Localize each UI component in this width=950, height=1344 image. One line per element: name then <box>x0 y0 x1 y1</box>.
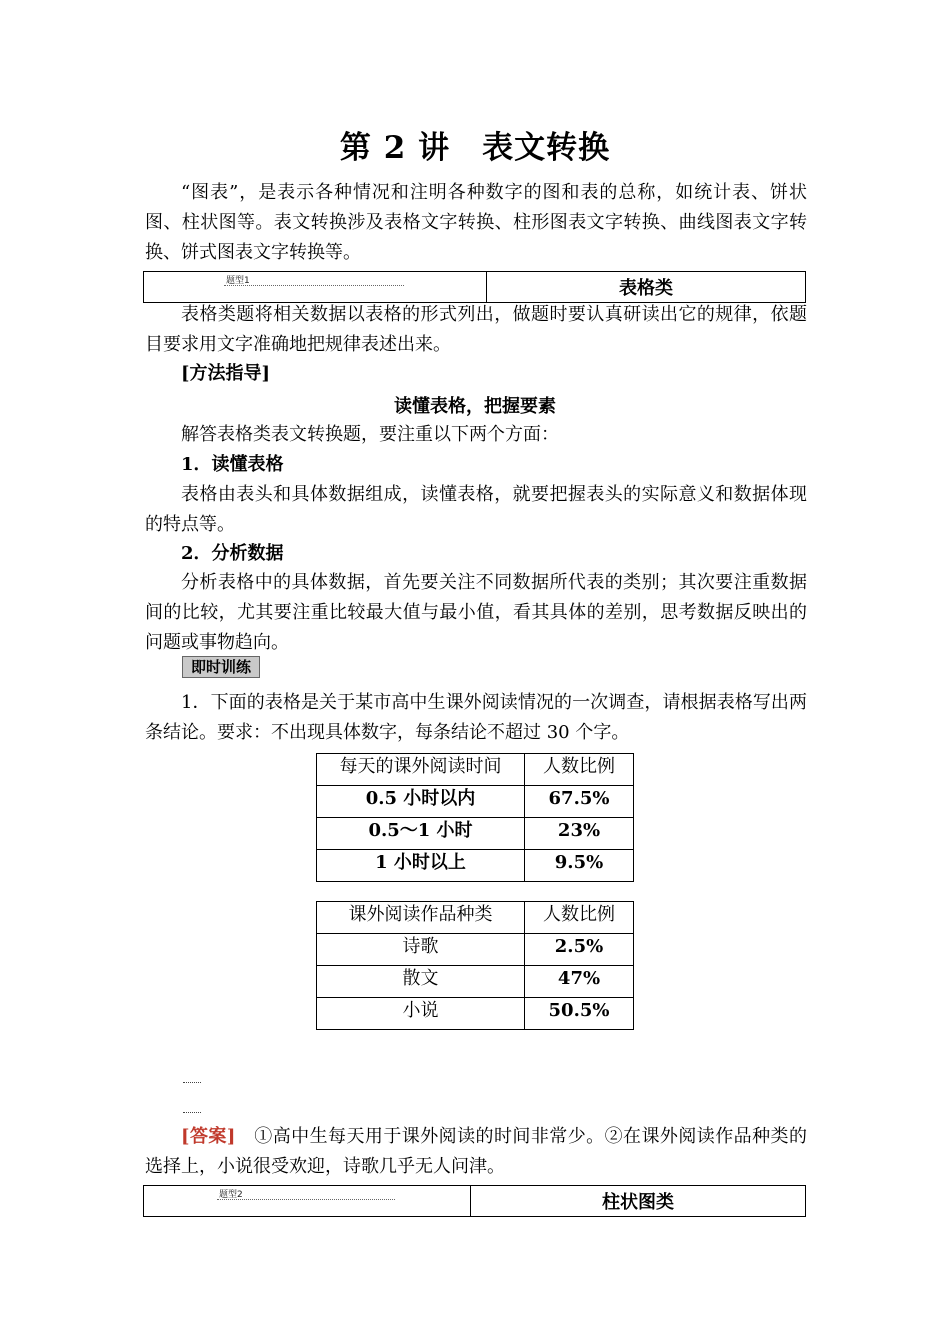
intro-paragraph: “图表”，是表示各种情况和注明各种数字的图和表的总称，如统计表、饼状图、柱状图等。表文转换涉及表格文字转换、柱形图表文字转换、曲线图表文字转换、饼式图表文字转换等。 <box>145 182 807 263</box>
reading-genre-table <box>316 901 634 1030</box>
table-row <box>317 998 634 1030</box>
practice-label: 即时训练 <box>182 656 260 678</box>
table-cell: 9.5% <box>525 850 634 882</box>
banner-tag: 题型2 <box>219 1190 243 1200</box>
point2-text: 分析表格中的具体数据，首先要关注不同数据所代表的类别；其次要注重数据间的比较，尤其要注重比较最大值与最小值，看其具体的差别，思考数据反映出的问题或事物趋向。 <box>145 572 807 653</box>
banner-tag-cell <box>144 1186 471 1216</box>
reading-time-table <box>316 753 634 882</box>
point2-title: 2．分析数据 <box>181 543 284 564</box>
table-cell: 0.5～1 小时 <box>317 818 525 850</box>
table-cell: 2.5% <box>525 934 634 966</box>
answer-text: ①高中生每天用于课外阅读的时间非常少。②在课外阅读作品种类的选择上，小说很受欢迎，诗歌几乎无人问津。 <box>145 1126 808 1177</box>
banner-title: 表格类 <box>619 278 673 299</box>
banner-tag: 题型1 <box>226 276 250 286</box>
point1-title: 1．读懂表格 <box>181 454 284 475</box>
answer-label: [答案] <box>181 1126 236 1147</box>
method-label: [方法指导] <box>181 363 271 384</box>
table-cell: 50.5% <box>525 998 634 1030</box>
table-cell: 小说 <box>317 998 525 1030</box>
banner-tag-cell <box>144 272 487 302</box>
section1-description: 表格类题将相关数据以表格的形式列出，做题时要认真研读出它的规律，依题目要求用文字准确地把规律表述出来。 <box>145 304 807 355</box>
table-row <box>317 818 634 850</box>
section-banner-2 <box>143 1185 806 1217</box>
table-cell: 1 小时以上 <box>317 850 525 882</box>
table-row <box>317 934 634 966</box>
section-banner-1 <box>143 271 806 303</box>
table-row <box>317 786 634 818</box>
table-header-cell: 人数比例 <box>525 754 634 786</box>
banner-dotted-line <box>224 285 404 286</box>
table-row <box>317 966 634 998</box>
answer-paragraph <box>145 1122 807 1182</box>
table-header-cell: 每天的课外阅读时间 <box>317 754 525 786</box>
answer-dotted-line <box>183 1112 201 1113</box>
table-row <box>317 850 634 882</box>
answer-dotted-line <box>183 1082 201 1083</box>
page-title: 第 2 讲 表文转换 <box>339 130 611 166</box>
table-header-cell: 人数比例 <box>525 902 634 934</box>
table-cell: 67.5% <box>525 786 634 818</box>
banner-dotted-line <box>217 1199 395 1200</box>
table-cell: 47% <box>525 966 634 998</box>
question-1: 1．下面的表格是关于某市高中生课外阅读情况的一次调查，请根据表格写出两条结论。要求：不出现具体数字，每条结论不超过 30 个字。 <box>145 692 807 743</box>
point1-text: 表格由表头和具体数据组成，读懂表格，就要把握表头的实际意义和数据体现的特点等。 <box>145 484 807 535</box>
table-cell: 0.5 小时以内 <box>317 786 525 818</box>
table-header-row <box>317 902 634 934</box>
table-cell: 诗歌 <box>317 934 525 966</box>
table-cell: 23% <box>525 818 634 850</box>
table-cell: 散文 <box>317 966 525 998</box>
method-intro: 解答表格类表文转换题，要注重以下两个方面： <box>181 424 559 445</box>
table-header-cell: 课外阅读作品种类 <box>317 902 525 934</box>
table-header-row <box>317 754 634 786</box>
banner-title: 柱状图类 <box>602 1192 674 1213</box>
method-heading: 读懂表格，把握要素 <box>394 396 556 417</box>
